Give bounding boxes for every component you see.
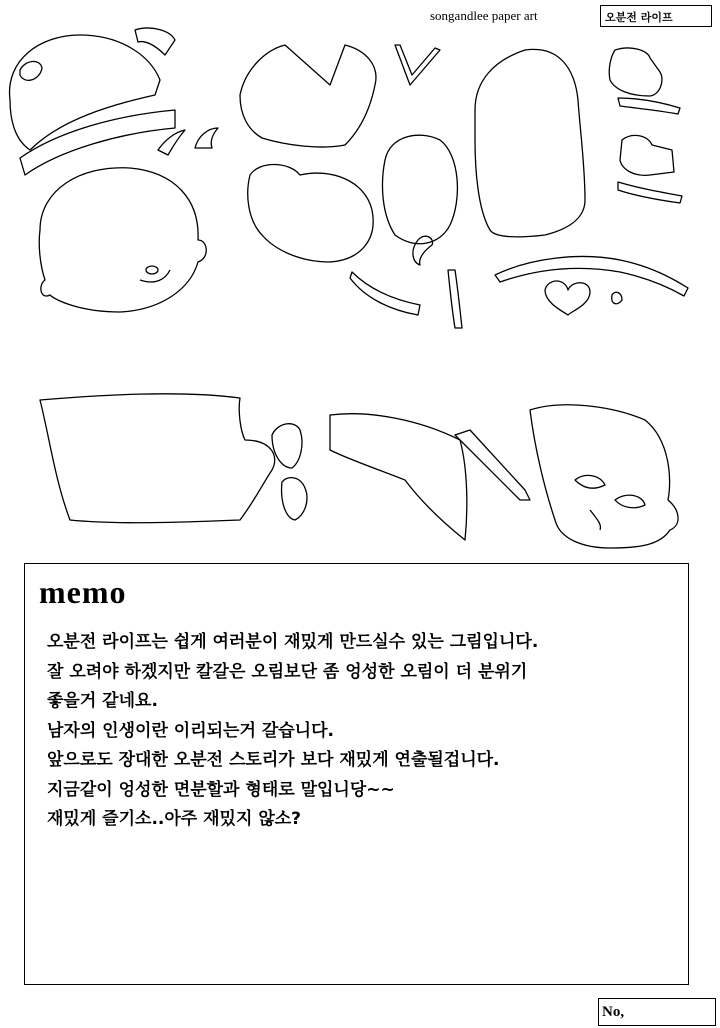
- heart-piece: [545, 281, 590, 315]
- small-c: [413, 236, 433, 265]
- page-number-box: No,: [598, 998, 716, 1026]
- drop-piece: [612, 292, 622, 303]
- small-ear-2: [282, 478, 307, 520]
- sleeve-piece: [40, 394, 275, 523]
- wedge-piece: [330, 414, 467, 540]
- memo-line: 지금같이 엉성한 면분할과 형태로 말입니당~~: [47, 779, 395, 800]
- memo-line: 좋을거 같네요.: [47, 691, 158, 711]
- title-box: 오분전 라이프: [600, 5, 712, 27]
- memo-text: [47, 628, 677, 835]
- head-mark: [146, 266, 158, 274]
- oval-piece: [382, 135, 457, 244]
- head-piece: [39, 168, 206, 312]
- arc-piece: [350, 272, 420, 315]
- mask-eye-2: [615, 495, 645, 508]
- head-detail: [140, 270, 170, 282]
- memo-box: [24, 563, 689, 985]
- memo-line: 오분전 라이프는 쉽게 여러분이 재밌게 만드실수 있는 그림입니다.: [47, 632, 539, 652]
- v-piece: [395, 45, 440, 85]
- memo-heading: memo: [39, 574, 127, 610]
- brand-label: songandlee paper art: [430, 8, 538, 23]
- small-strip: [135, 28, 175, 55]
- memo-line: 재밌게 즐기소..아주 재밌지 않소?: [47, 809, 302, 829]
- small-hook-2: [195, 128, 218, 148]
- strip-1: [618, 98, 680, 114]
- small-ear-1: [272, 424, 302, 468]
- ear-piece-2: [620, 135, 674, 175]
- memo-line: 앞으로도 장대한 오분전 스토리가 보다 재밌게 연출될겁니다.: [47, 750, 500, 770]
- ear-piece-1: [609, 48, 662, 96]
- fold-piece-1: [240, 45, 376, 147]
- mask-detail: [590, 510, 601, 530]
- thin-strip: [448, 270, 462, 328]
- small-hook-1: [158, 130, 185, 155]
- cap-band: [20, 110, 175, 175]
- strip-2: [618, 182, 682, 203]
- long-arc: [495, 256, 688, 296]
- profile-face: [475, 49, 585, 236]
- mask-face: [530, 405, 678, 548]
- memo-line: 잘 오려야 하겠지만 칼갈은 오림보단 좀 엉성한 오림이 더 분위기: [47, 661, 528, 682]
- cloud-piece: [248, 164, 373, 262]
- mask-eye-1: [575, 475, 605, 488]
- cap-hole: [20, 61, 42, 80]
- memo-line: 남자의 인생이란 이리되는거 갈습니다.: [47, 720, 334, 741]
